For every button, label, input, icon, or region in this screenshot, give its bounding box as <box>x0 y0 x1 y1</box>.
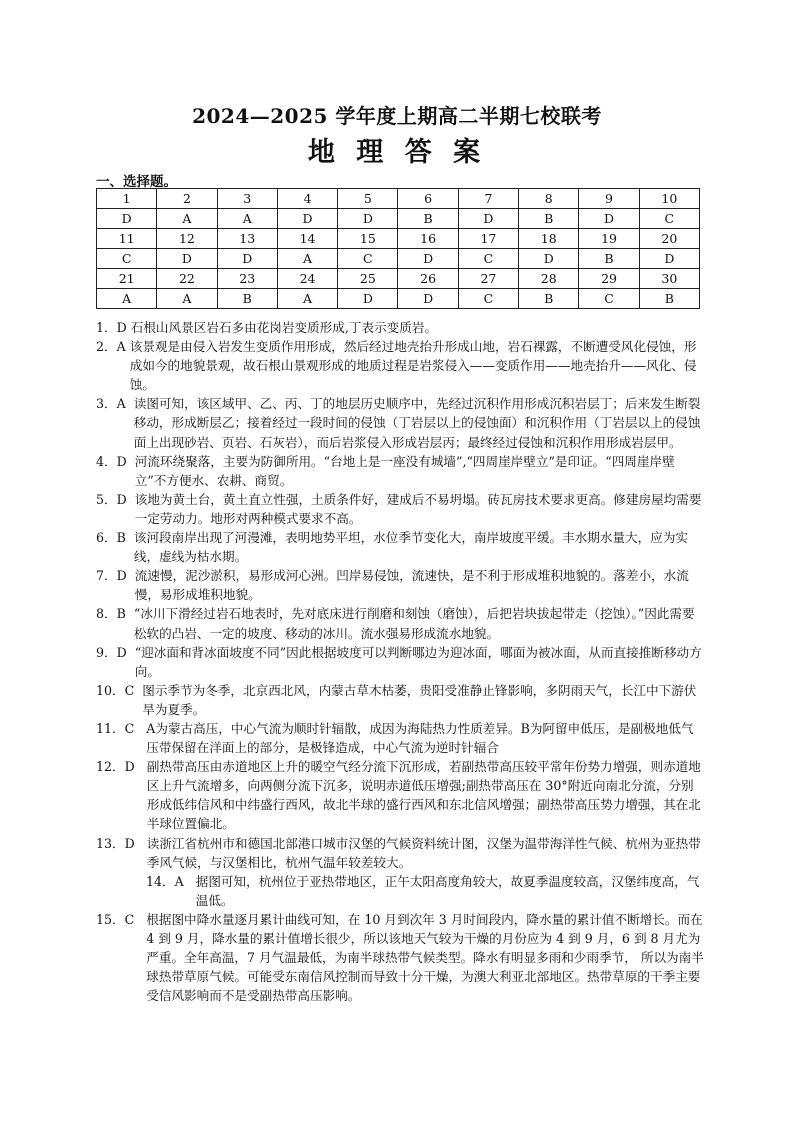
question-number-cell: 15 <box>338 229 398 249</box>
explanation-item <box>96 643 704 681</box>
explanation-text: 副热带高压由赤道地区上升的暖空气经分流下沉形成，若副热带高压较平常年份势力增强，则赤道地区上升气流增多，向两侧分流下沉多，说明赤道低压增强;副热带高压在 30°附近向南北分流，分别形成低纬信风和中纬盛行西风，故北半球的盛行西风和东北信风增强；副热带高压势力增强，其在北半球位置偏北。 <box>146 759 701 832</box>
question-number-cell: 7 <box>458 189 518 209</box>
question-label: 12．D <box>96 759 147 775</box>
explanation-text: “迎冰面和背冰面坡度不同”因此根据坡度可以判断哪边为迎冰面，哪面为被冰面，从而直接推断移动方向。 <box>134 644 702 679</box>
explanation-item <box>96 337 704 394</box>
question-number-cell: 12 <box>157 229 217 249</box>
explanation-item <box>96 490 704 528</box>
explanation-text: 图示季节为冬季，北京西北风，内蒙古草木枯萎，贵阳受准静止锋影响，多阴雨天气，长江中下游伏旱为夏季。 <box>142 682 697 717</box>
answer-cell: C <box>579 289 639 309</box>
question-label: 7．D <box>96 568 135 584</box>
answer-cell: C <box>458 249 518 269</box>
question-number-cell: 19 <box>579 229 639 249</box>
question-number-cell: 5 <box>338 189 398 209</box>
question-number-cell: 6 <box>398 189 458 209</box>
section-label: 一、选择题。 <box>96 174 177 190</box>
answer-cell: A <box>97 289 157 309</box>
question-number-cell: 3 <box>217 189 277 209</box>
answer-cell: D <box>217 249 277 269</box>
answer-cell: A <box>277 249 337 269</box>
answer-cell: B <box>398 209 458 229</box>
question-number-cell: 13 <box>217 229 277 249</box>
answer-cell: B <box>217 289 277 309</box>
answer-cell: D <box>157 249 217 269</box>
explanation-text: 该河段南岸出现了河漫滩，表明地势平坦，水位季节变化大，南岸坡度平缓。丰水期水量大，应为实线，虚线为枯水期。 <box>133 530 688 565</box>
explanation-item <box>96 681 704 719</box>
question-number-cell: 29 <box>579 269 639 289</box>
question-label: 6．B <box>96 530 134 546</box>
explanation-item <box>96 394 704 451</box>
explanation-item <box>96 604 704 642</box>
answer-cell: A <box>157 209 217 229</box>
answer-cell: B <box>519 209 579 229</box>
question-number-cell: 4 <box>277 189 337 209</box>
answer-cell: D <box>97 209 157 229</box>
answer-cell: B <box>579 249 639 269</box>
question-number-row <box>97 229 700 249</box>
answer-cell: B <box>639 289 699 309</box>
question-number-cell: 11 <box>97 229 157 249</box>
question-label: 14．A <box>146 873 196 889</box>
answer-cell: D <box>639 249 699 269</box>
explanation-text: “冰川下滑经过岩石地表时，先对底床进行削磨和刻蚀（磨蚀），后把岩块拔起带走（挖蚀）。”因此需要松软的凸岩、一定的坡度、移动的冰川。流水强易形成流水地貌。 <box>133 606 695 641</box>
question-number-cell: 30 <box>639 269 699 289</box>
question-label: 11．C <box>96 720 147 736</box>
question-number-cell: 14 <box>277 229 337 249</box>
question-label: 3．A <box>96 396 134 412</box>
answer-cell: A <box>157 289 217 309</box>
subject-heading: 地 理 答 案 <box>307 137 487 168</box>
answer-table <box>96 188 700 309</box>
explanation-text: 该地为黄土台，黄土直立性强，土质条件好，建成后不易坍塌。砖瓦房技术要求更高。修建房屋均需要一定劳动力。地形对两种模式要求不高。 <box>134 491 702 526</box>
question-number-cell: 8 <box>519 189 579 209</box>
explanation-text: A为蒙古高压，中心气流为顺时针辐散，成因为海陆热力性质差异。B为阿留申低压，是副极地低气压带保留在洋面上的部分，是极锋造成，中心气流为逆时针辐合 <box>146 720 694 756</box>
question-number-cell: 17 <box>458 229 518 249</box>
explanation-item <box>96 757 704 833</box>
answer-cell: D <box>398 249 458 269</box>
explanation-text: 读图可知，该区域甲、乙、丙、丁的地层历史顺序中，先经过沉积作用形成沉积岩层丁；后来发生断裂移动，形成断层乙；接着经过一段时间的侵蚀（丁岩层以上的侵蚀面）和沉积作用（丁岩层以上的侵蚀面上出现砂岩、页岩、石灰岩），而后岩浆侵入形成岩层丙；最终经过侵蚀和沉积作用形成岩层甲。 <box>133 396 701 450</box>
answer-cell: D <box>277 209 337 229</box>
question-label: 8．B <box>96 606 134 622</box>
explanation-text: 该景观是由侵入岩发生变质作用形成，然后经过地壳抬升形成山地，岩石裸露，不断遭受风化侵蚀，形成如今的地貌景观，故石根山景观形成的地质过程是岩浆侵入——变质作用——地壳抬升——风化、侵蚀。 <box>129 339 697 393</box>
explanation-item <box>96 872 704 910</box>
answer-cell: D <box>338 289 398 309</box>
explanation-list <box>96 318 704 1005</box>
explanation-item <box>96 318 704 337</box>
question-number-cell: 10 <box>639 189 699 209</box>
question-number-cell: 18 <box>519 229 579 249</box>
exam-title: 2024—2025 学年度上期高二半期七校联考 <box>192 104 602 128</box>
question-number-row <box>97 189 700 209</box>
question-number-cell: 21 <box>97 269 157 289</box>
question-number-cell: 26 <box>398 269 458 289</box>
explanation-item <box>96 452 704 490</box>
answer-cell: A <box>277 289 337 309</box>
explanation-item <box>96 834 704 872</box>
question-number-cell: 27 <box>458 269 518 289</box>
explanation-text: 据图可知，杭州位于亚热带地区，正午太阳高度角较大，故夏季温度较高，汉堡纬度高，气温低。 <box>195 873 700 908</box>
answer-row <box>97 249 700 269</box>
question-number-cell: 28 <box>519 269 579 289</box>
explanation-text: 流速慢，泥沙淤积，易形成河心洲。凹岸易侵蚀，流速快，是不利于形成堆积地貌的。落差小，水流慢，易形成堆积地貌。 <box>134 568 689 603</box>
answer-row <box>97 289 700 309</box>
answer-cell: D <box>579 209 639 229</box>
explanation-item <box>96 528 704 566</box>
answer-cell: D <box>519 249 579 269</box>
question-number-cell: 25 <box>338 269 398 289</box>
question-label: 2．A <box>96 339 130 355</box>
question-number-cell: 16 <box>398 229 458 249</box>
answer-cell: A <box>217 209 277 229</box>
question-label: 9．D <box>96 644 135 660</box>
question-number-cell: 20 <box>639 229 699 249</box>
question-label: 4．D <box>96 453 135 469</box>
explanation-text: 石根山风景区岩石多由花岗岩变质形成,丁表示变质岩。 <box>130 320 437 335</box>
question-number-row <box>97 269 700 289</box>
explanation-text: 根据图中降水量逐月累计曲线可知，在 10 月到次年 3 月时间段内，降水量的累计值不断增长。而在 4 到 9 月，降水量的累计值增长很少，所以该地天气较为干燥的月份应为 4 到 9 月，6 到 8 月尤为严重。全年高温，7 月气温最低，为南半球热带气候类型。降水有明显多雨和少雨季节， 所以为南半球热带草原气候。可能受东南信风控制而导致十分干燥，为澳大利亚北部地区。热带草原的干季主要受信风影响而不是受副热带高压影响。 <box>146 911 704 1004</box>
answer-cell: B <box>519 289 579 309</box>
answer-cell: C <box>639 209 699 229</box>
explanation-text: 河流环绕聚落，主要为防御所用。“台地上是一座没有城墙”,“四周崖岸壁立”是印证。“四周崖岸壁立”不方便水、农耕、商贸。 <box>134 453 675 488</box>
question-number-cell: 9 <box>579 189 639 209</box>
question-number-cell: 2 <box>157 189 217 209</box>
explanation-text: 读浙江省杭州市和德国北部港口城市汉堡的气候资料统计图，汉堡为温带海洋性气候、杭州为亚热带季风气候，与汉堡相比，杭州气温年较差较大。 <box>146 835 701 870</box>
answer-cell: D <box>458 209 518 229</box>
answer-cell: C <box>338 249 398 269</box>
explanation-item <box>96 910 704 1005</box>
question-label: 10．C <box>96 682 143 698</box>
question-label: 5．D <box>96 491 135 507</box>
question-number-cell: 23 <box>217 269 277 289</box>
question-label: 1．D <box>96 320 131 335</box>
answer-row <box>97 209 700 229</box>
question-number-cell: 24 <box>277 269 337 289</box>
answer-cell: D <box>398 289 458 309</box>
question-number-cell: 1 <box>97 189 157 209</box>
answer-cell: C <box>97 249 157 269</box>
question-label: 15．C <box>96 911 147 927</box>
answer-cell: C <box>458 289 518 309</box>
explanation-item <box>96 566 704 604</box>
question-number-cell: 22 <box>157 269 217 289</box>
answer-cell: D <box>338 209 398 229</box>
question-label: 13．D <box>96 835 147 851</box>
explanation-item <box>96 719 704 757</box>
